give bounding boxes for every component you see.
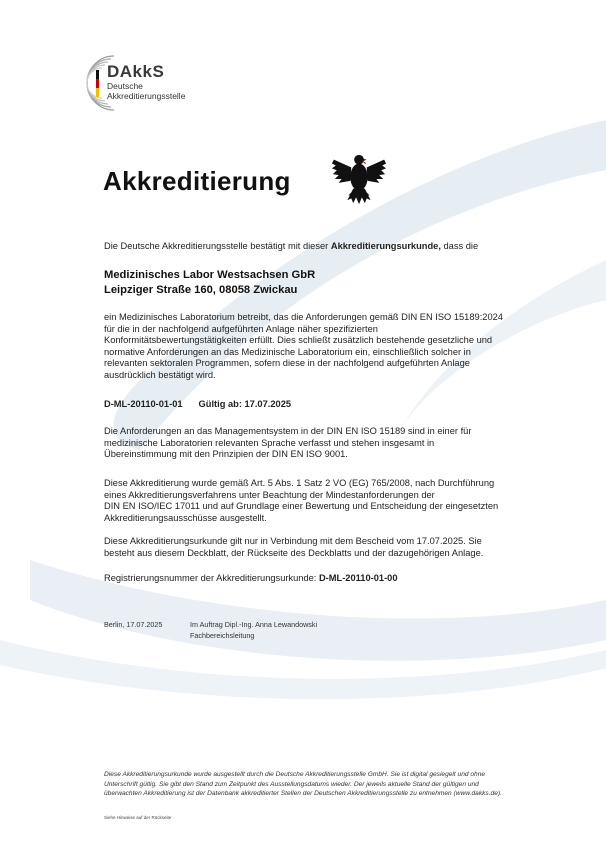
text-line: relevanten sektoralen Programmen, sofern diese in der nachfolgend aufgeführten Anlage [104,358,470,369]
registration-number: D-ML-20110-01-00 [318,573,398,583]
legal-paragraph [104,478,534,524]
text-line: Übereinstimmung mit den Prinzipien der DIN EN ISO 9001. [104,449,348,460]
page-title: Akkreditierung [103,166,291,196]
signature-block [190,619,317,641]
backside-note: Siehe Hinweise auf der Rückseite [104,815,172,820]
lab-block [104,268,315,298]
registration-label: Registrierungsnummer der Akkreditierungsurkunde: [104,573,319,583]
footer-line: Unterschrift gültig. Sie gibt den Stand zum Zeitpunkt des Ausstellungsdatums wieder. Der jeweils aktuelle Stand der gültigen und [104,780,479,788]
intro-text [104,241,534,253]
footer-note [104,770,534,799]
text-line: normative Anforderungen an das Medizinische Laboratorium ein, einschließlich solcher in [104,346,471,357]
text-line: besteht aus diesem Deckblatt, der Rückseite des Deckblatts und der dazugehörigen Anlage. [104,547,484,558]
intro-pre: Die Deutsche Akkreditierungsstelle bestätigt mit dieser [104,241,331,251]
certificate-number-line [104,399,534,411]
text-line: Diese Akkreditierungsurkunde gilt nur in Verbindung mit dem Bescheid vom 17.07.2025. Sie [104,536,482,546]
text-line: Akkreditierungsausschüsse ausgestellt. [104,512,267,523]
lab-address: Leipziger Straße 160, 08058 Zwickau [104,284,298,296]
signatory-title: Fachbereichsleitung [190,631,255,640]
signatory-line: Im Auftrag Dipl.-Ing. Anna Lewandowski [190,620,318,629]
logo-text [107,63,185,101]
management-paragraph [104,426,534,461]
text-line: medizinische Laboratorien relevanten Sprache verfasst und stehen insgesamt in [104,437,435,448]
certificate-number: D-ML-20110-01-01 [104,399,183,409]
logo-title: DAkkS [107,62,165,81]
text-line: ein Medizinisches Laboratorium betreibt, das die Anforderungen gemäß DIN EN ISO 15189:2024 [104,312,503,322]
footer-line: überwachten Akkreditierung ist der Datenbank akkreditierter Stellen der Deutschen Akkreditierungsstelle zu entnehmen (www.dakks.de). [104,790,502,798]
text-line: ausdrücklich bestätigt wird. [104,369,216,380]
lab-name: Medizinisches Labor Westsachsen GbR [104,269,316,281]
intro-post: dass die [440,241,479,251]
validity-paragraph [104,536,534,559]
registration-line [104,573,534,585]
text-line: Die Anforderungen an das Managementsystem in der DIN EN ISO 15189 sind in einer für [104,426,472,436]
text-line: für die in der nachfolgend aufgeführten Anlage näher spezifizierten [104,323,378,334]
scope-paragraph [104,312,534,382]
text-line: eines Akkreditierungsverfahrens unter Beachtung der Mindestanforderungen der [104,489,435,500]
valid-from: Gültig ab: 17.07.2025 [198,399,292,409]
logo-subtitle-line1: Deutsche [107,81,143,91]
place-date: Berlin, 17.07.2025 [104,620,163,629]
text-line: DIN EN ISO/IEC 17011 und auf Grundlage einer Bewertung und Entscheidung der eingesetzten [104,501,499,512]
footer-line: Diese Akkreditierungsurkunde wurde ausgestellt durch die Deutsche Akkreditierungsstelle GmbH. Sie ist digital gesiegelt und ohne [104,771,486,778]
logo-subtitle-line2: Akkreditierungsstelle [107,91,186,101]
intro-strong: Akkreditierungsurkunde, [330,241,441,251]
text-line: Diese Akkreditierung wurde gemäß Art. 5 Abs. 1 Satz 2 VO (EG) 765/2008, nach Durchführung [104,478,495,488]
federal-eagle-icon [330,150,388,208]
text-line: Konformitätsbewertungstätigkeiten erfüllt. Dies schließt zusätzlich bestehende gesetzliche und [104,335,493,346]
